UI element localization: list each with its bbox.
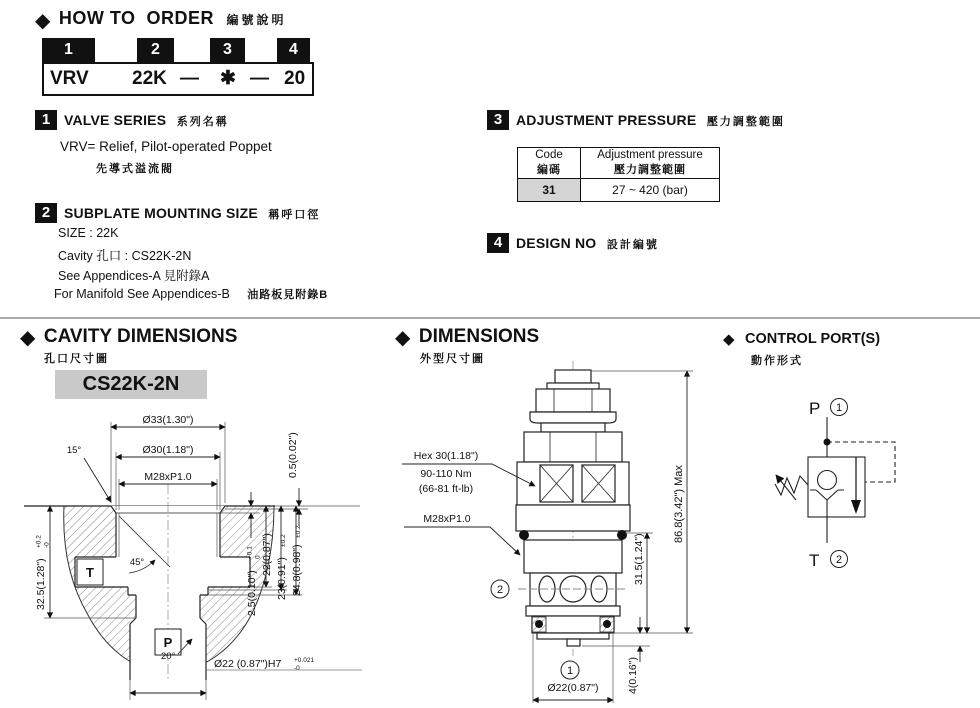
code-size: 22K: [132, 68, 167, 89]
order-code-table: [42, 38, 314, 94]
svg-text:86.8(3.42") Max: 86.8(3.42") Max: [673, 465, 685, 543]
order-pos-2: 2: [137, 38, 174, 62]
svg-text:±0.2: ±0.2: [280, 534, 287, 547]
code-series: VRV: [50, 68, 89, 89]
port-2-number: 2: [496, 584, 504, 596]
flow-arrow: [851, 500, 861, 514]
dim-d30: Ø30(1.18"): [142, 444, 194, 456]
section-1-title: VALVE SERIES 系列名稱: [64, 112, 229, 128]
code-dash-2: —: [250, 68, 269, 89]
cavity-header: ◆ CAVITY DIMENSIONS: [20, 326, 238, 349]
svg-text:Hex 30(1.18"): Hex 30(1.18"): [413, 450, 479, 462]
dim-s23: [276, 534, 288, 600]
dim-d22: Ø22(0.87"): [547, 682, 599, 694]
oring-right: [617, 530, 627, 540]
order-code-row: [42, 62, 314, 96]
page-title: HOW TO ORDER: [58, 8, 215, 28]
svg-text:0: 0: [254, 555, 262, 559]
diamond-icon: ◆: [395, 327, 411, 349]
order-pos-3: 3: [210, 38, 245, 62]
cavity-drawing: [8, 412, 378, 708]
valve-series-desc: VRV= Relief, Pilot-operated Poppet: [60, 139, 272, 154]
svg-text:22(0.87"): 22(0.87"): [261, 533, 273, 576]
dim-s325: [35, 535, 51, 610]
thread-leader-line: [404, 527, 520, 555]
section-2-title: SUBPLATE MOUNTING SIZE 稱呼口徑: [64, 205, 321, 221]
angle-45-label: 45°: [129, 557, 145, 568]
svg-text:+0.021: +0.021: [294, 657, 315, 664]
section-3-title: ADJUSTMENT PRESSURE 壓力調整範圍: [516, 112, 785, 128]
cavity-header-zh: 孔口尺寸圖: [44, 353, 109, 365]
how-to-order-header: [35, 8, 286, 32]
diamond-icon: ◆: [20, 327, 36, 349]
pressure-table: [517, 147, 720, 202]
port-t-label: T: [86, 565, 94, 580]
section-4-title: DESIGN NO 設計編號: [516, 235, 659, 251]
pilot-junction-dot: [824, 439, 831, 446]
dim-315: [633, 533, 645, 585]
svg-text:0.5(0.02"): 0.5(0.02"): [287, 432, 299, 478]
valve-drawing: [400, 353, 720, 708]
dim-s248: [291, 525, 303, 596]
section-1-title-zh: 系列名稱: [176, 116, 229, 128]
diamond-icon: ◆: [35, 10, 51, 32]
svg-text:(66-81 ft-lb): (66-81 ft-lb): [418, 483, 474, 495]
dim-thread: M28xP1.0: [144, 471, 192, 483]
dim-4: [627, 657, 639, 694]
cavity-model-badge: CS22K-2N: [55, 370, 207, 399]
spring-adjust-arrow: [776, 475, 796, 500]
oring-left: [519, 530, 529, 540]
port-1-number: 1: [566, 665, 574, 677]
appendix-b-line: For Manifold See Appendices-B 油路板見附錄B: [54, 287, 329, 301]
svg-text:+0.2: +0.2: [35, 535, 43, 548]
svg-text:2.5(0.10"): 2.5(0.10"): [246, 570, 258, 616]
dimensions-header: ◆ DIMENSIONS: [395, 326, 540, 349]
schematic-lines: [775, 417, 895, 543]
port-p-label: P: [163, 635, 173, 650]
section-2-title-zh: 稱呼口徑: [268, 209, 321, 221]
code-dash-1: —: [180, 68, 199, 89]
schematic-port-t: T: [809, 551, 820, 570]
svg-text:90-110 Nm: 90-110 Nm: [420, 468, 472, 480]
pressure-code-cell: 31: [518, 179, 581, 202]
dim-s22: [261, 533, 273, 576]
control-ports-header: ◆ CONTROL PORT(S): [723, 331, 881, 348]
oring2-left: [535, 620, 543, 628]
hex-torque-label: [414, 450, 478, 495]
schematic-port-t-number: 2: [835, 554, 843, 566]
diamond-icon: ◆: [723, 331, 735, 348]
pressure-table-h1: Code 編碼: [518, 148, 581, 179]
dim-bore-h7: [214, 657, 314, 672]
svg-text:Ø22 (0.87")H7: Ø22 (0.87")H7: [214, 658, 282, 670]
pressure-range-cell: 27 ~ 420 (bar): [581, 179, 720, 202]
separator-line: [0, 317, 980, 319]
svg-text:23(0.91"): 23(0.91"): [276, 557, 288, 600]
cavity-line: Cavity 孔口 : CS22K-2N: [58, 249, 192, 263]
section-2-number: 2: [35, 203, 57, 223]
appendix-b-zh: 油路板見附錄B: [247, 289, 329, 301]
svg-text:32.5(1.28"): 32.5(1.28"): [35, 558, 47, 610]
pressure-table-header-row: [518, 148, 720, 179]
code-asterisk: ✱: [220, 68, 236, 89]
page-title-zh: 編號說明: [226, 13, 287, 27]
dim-d33: Ø33(1.30"): [142, 414, 194, 426]
angle-20-label: 20°: [161, 651, 176, 662]
schematic-port-p: P: [809, 399, 821, 418]
svg-text:+0.1: +0.1: [246, 546, 254, 559]
code-design: 20: [284, 68, 306, 89]
section-1-number: 1: [35, 110, 57, 130]
appendix-a-line: See Appendices-A 見附錄A: [58, 269, 210, 283]
pressure-table-h2: Adjustment pressure 壓力調整範圍: [581, 148, 720, 179]
control-port-schematic: [748, 388, 980, 583]
section-4-number: 4: [487, 233, 509, 253]
angle-15-label: 15°: [66, 445, 82, 456]
svg-text:31.5(1.24"): 31.5(1.24"): [633, 533, 645, 585]
section-4-title-zh: 設計編號: [606, 239, 659, 251]
svg-text:±0.2: ±0.2: [295, 525, 302, 538]
section-3-number: 3: [487, 110, 509, 130]
valve-series-desc-zh: 先導式溢流閥: [96, 163, 174, 175]
dimensions-header-zh: 外型尺寸圖: [420, 353, 485, 365]
pressure-table-data-row: [518, 179, 720, 202]
size-line: SIZE : 22K: [58, 226, 119, 240]
section-3-title-zh: 壓力調整範圍: [706, 116, 785, 128]
order-pos-1: 1: [42, 38, 95, 62]
thread-label: M28xP1.0: [423, 513, 471, 525]
svg-text:-0: -0: [43, 542, 51, 548]
valve-body-outline: [516, 370, 630, 646]
svg-text:4(0.16"): 4(0.16"): [627, 657, 639, 694]
oring2-right: [603, 620, 611, 628]
schematic-port-p-number: 1: [835, 402, 843, 414]
order-pos-4: 4: [277, 38, 310, 62]
svg-text:24.8(0.98"): 24.8(0.98"): [291, 544, 303, 596]
svg-text:-0: -0: [294, 665, 300, 672]
dim-height: [673, 465, 685, 543]
control-ports-header-zh: 動作形式: [751, 355, 803, 367]
dim-s05: [287, 432, 299, 478]
